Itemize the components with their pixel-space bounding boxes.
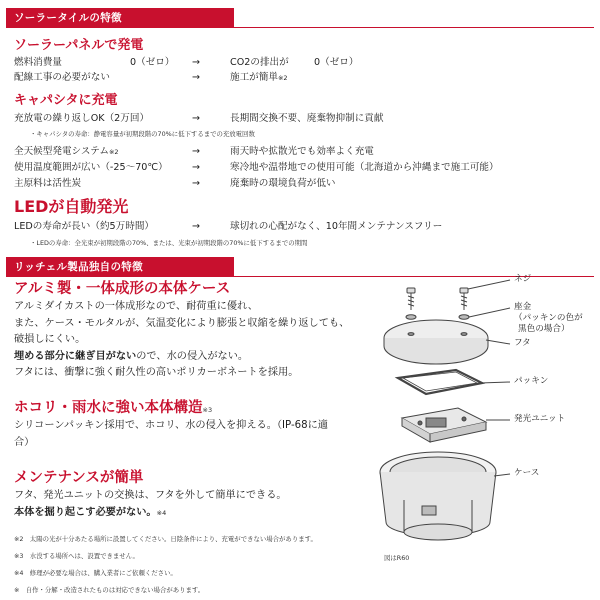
exploded-diagram (376, 270, 600, 552)
footnote: ※ 自作・分解・改造されたものは対応できない場合があります。 (14, 586, 205, 594)
text-fragment: ので、水の侵入がない。 (136, 350, 249, 362)
heading-solar-panel-text: ソーラーパネルで発電 (14, 38, 144, 53)
feature-row (14, 177, 594, 191)
row-right-label: 寒冷地や温帯地での使用可能（北海道から沖縄まで施工可能） (230, 162, 499, 173)
label-washer: 座金 (514, 302, 532, 312)
text-line: また、ケース・モルタルが、気温変化により膨張と収縮を繰り返しても、 (14, 317, 350, 329)
capacitor-life-note: ・キャパシタの寿命：静電容量が初期段階の70%に低下するまでの充放電回数 (30, 130, 255, 138)
waterproof-description (14, 418, 384, 451)
heading-aluminum-case (14, 281, 230, 298)
row-left-label: LEDの寿命が長い（約5万時間） (14, 221, 155, 232)
arrow-icon: → (192, 72, 201, 83)
heading-capacitor-text: キャパシタに充電 (14, 93, 118, 108)
label-washer-note: 黒色の場合） (518, 324, 570, 334)
heading-maintenance-text: メンテナンスが簡単 (14, 470, 144, 486)
arrow-icon: → (192, 178, 201, 189)
heading-waterproof (14, 400, 212, 418)
feature-row (14, 71, 594, 85)
footnote-ref: ※3 (202, 406, 213, 414)
row-right-label: 球切れの心配がなく、10年間メンテナンスフリー (230, 221, 443, 232)
diagram-caption: 図はR60 (384, 554, 410, 562)
label-screw: ネジ (514, 274, 532, 284)
row-left-label: 使用温度範囲が広い（-25～70℃） (14, 162, 168, 173)
row-left-label: 配線工事の必要がない (14, 72, 110, 83)
footnote: ※2 太陽の光が十分あたる場所に設置してください。日陰条件により、充電ができない場合があります。 (14, 535, 317, 543)
row-left-label (14, 145, 119, 159)
label-packing: パッキン (514, 376, 549, 386)
led-life-note: ・LEDの寿命：全光束が初期段階の70%、または、光束が初期段階の70%に低下するまでの期間 (30, 239, 308, 247)
arrow-icon: → (192, 162, 201, 173)
footnote: ※3 水没する場所へは、設置できません。 (14, 552, 139, 560)
section-banner-richell: リッチェル製品独自の特徴 (6, 257, 234, 277)
heading-led-text: LEDが自動発光 (14, 197, 129, 216)
row-right-value: 0（ゼロ） (314, 57, 359, 68)
row-right-label: CO2の排出が (230, 57, 289, 68)
footnote-ref: ※2 (108, 148, 119, 156)
row-right-label: 長期間交換不要、廃棄物抑制に貢献 (230, 113, 384, 124)
arrow-icon: → (192, 57, 201, 68)
arrow-icon: → (192, 113, 201, 124)
heading-aluminum-case-text: アルミ製・一体成形の本体ケース (14, 281, 231, 297)
feature-row (14, 56, 594, 70)
aluminum-description (14, 299, 384, 382)
label-washer-note: （パッキンの色が (514, 313, 583, 323)
text-line: フタ、発光ユニットの交換は、フタを外して簡単にできる。 (14, 490, 287, 501)
row-right-text: 施工が簡単 (230, 72, 278, 83)
footnote: ※4 修理が必要な場合は、購入業者にご依頼ください。 (14, 569, 177, 577)
text-line: フタには、衝撃に強く耐久性の高いポリカーボネートを採用。 (14, 367, 299, 378)
row-right-label: 廃棄時の環境負荷が低い (230, 178, 336, 189)
feature-row (14, 112, 594, 126)
heading-led (14, 199, 128, 217)
arrow-icon: → (192, 221, 201, 232)
row-right-label: 雨天時や拡散光でも効率よく充電 (230, 146, 374, 157)
row-right-label (230, 71, 288, 85)
section-banner-solar-tile: ソーラータイルの特徴 (6, 8, 234, 28)
screw-left (407, 288, 415, 310)
maintenance-description (14, 488, 384, 521)
text-line (14, 505, 384, 522)
row-left-value: 0（ゼロ） (130, 57, 175, 68)
arrow-icon: → (192, 146, 201, 157)
row-left-label: 燃料消費量 (14, 57, 62, 68)
text-line: 破損しにくい。 (14, 334, 86, 345)
emphasis-text: 埋める部分に継ぎ目がない (14, 350, 137, 362)
row-left-label: 充放電の繰り返しOK（2万回） (14, 113, 150, 124)
screw-right (460, 288, 468, 310)
label-case: ケース (514, 468, 540, 478)
heading-maintenance (14, 470, 143, 487)
feature-row (14, 220, 594, 234)
row-left-label: 主原料は活性炭 (14, 178, 82, 189)
text-line: 合） (14, 436, 35, 448)
text-line: シリコーンパッキン採用で、ホコリ、水の侵入を抑える。（IP-68に適 (14, 420, 328, 431)
feature-row (14, 161, 594, 175)
banner-rule (234, 27, 594, 28)
footnote-ref: ※2 (277, 74, 288, 82)
heading-solar-panel (14, 38, 143, 54)
emphasis-text: 本体を掘り起こす必要がない。 (14, 506, 157, 518)
heading-waterproof-text: ホコリ・雨水に強い本体構造 (14, 400, 203, 416)
text-line (14, 349, 384, 366)
footnote-ref: ※4 (156, 508, 167, 517)
label-lid: フタ (514, 338, 531, 348)
text-line: アルミダイカストの一体成形なので、耐荷重に優れ、 (14, 301, 258, 312)
row-left-text: 全天候型発電システム (14, 146, 109, 157)
feature-row (14, 145, 594, 159)
label-light-unit: 発光ユニット (514, 414, 566, 424)
heading-capacitor (14, 93, 117, 109)
